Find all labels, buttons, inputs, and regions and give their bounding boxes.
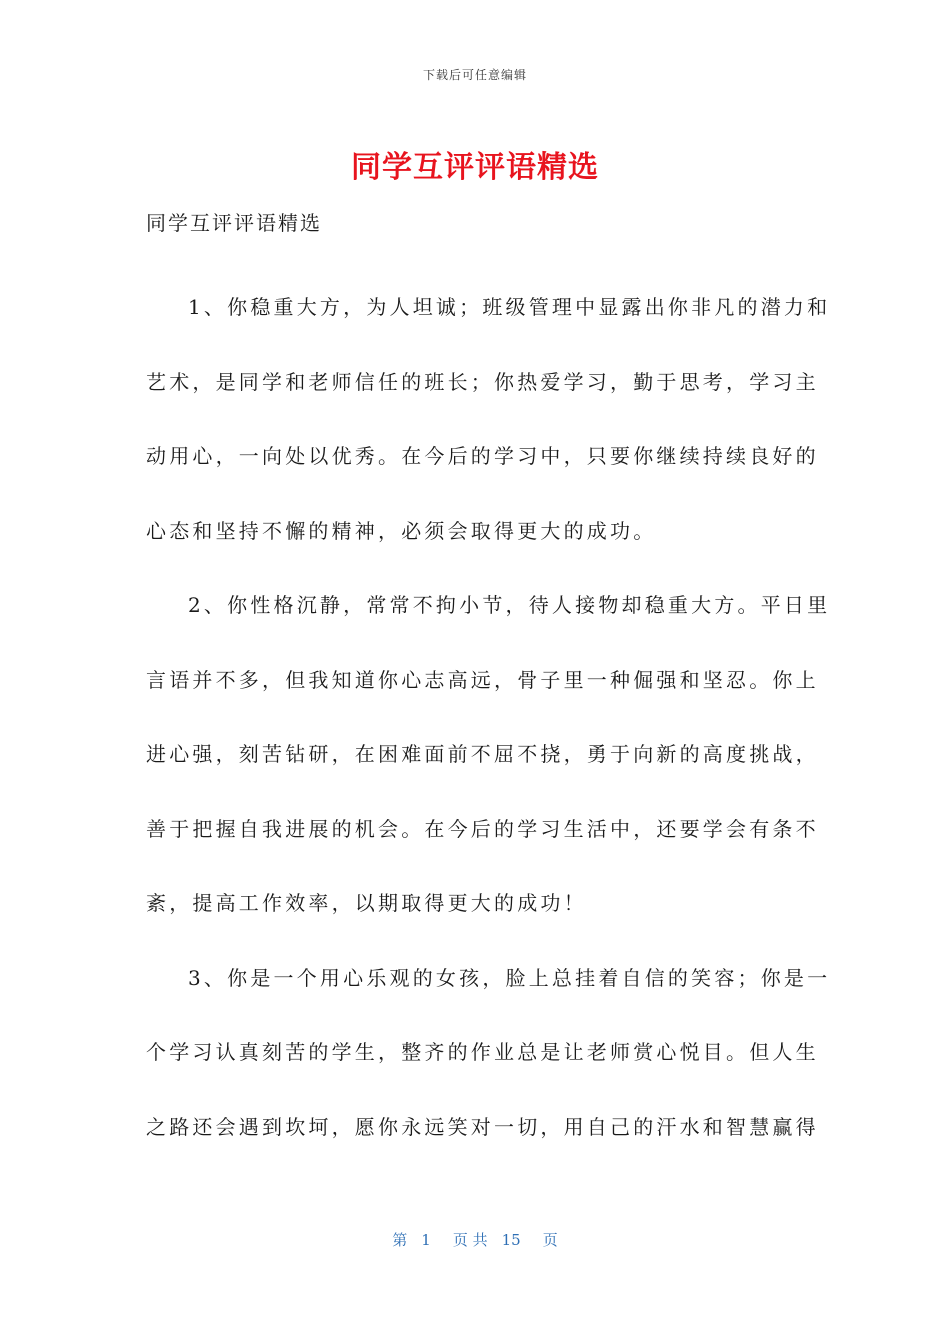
page-mid: 页 共 — [452, 1231, 488, 1249]
page-prefix: 第 — [392, 1231, 408, 1249]
total-pages: 15 — [501, 1231, 521, 1249]
body-line: 紊，提高工作效率，以期取得更大的成功！ — [146, 891, 587, 915]
document-subtitle: 同学互评评语精选 — [146, 211, 322, 235]
body-line: 个学习认真刻苦的学生，整齐的作业总是让老师赏心悦目。但人生 — [146, 1040, 819, 1064]
body-line: 之路还会遇到坎坷，愿你永远笑对一切，用自己的汗水和智慧赢得 — [146, 1114, 819, 1139]
body-line: 1、你稳重大方，为人坦诚；班级管理中显露出你非凡的潜力和 — [188, 295, 831, 319]
body-line: 2、你性格沉静，常常不拘小节，待人接物却稳重大方。平日里 — [188, 593, 831, 617]
page-suffix: 页 — [542, 1231, 558, 1249]
body-line: 善于把握自我进展的机会。在今后的学习生活中，还要学会有条不 — [146, 816, 819, 841]
body-line: 3、你是一个用心乐观的女孩，脸上总挂着自信的笑容；你是一 — [188, 965, 831, 990]
body-line: 心态和坚持不懈的精神，必须会取得更大的成功。 — [146, 518, 657, 543]
page-number: 1 — [421, 1231, 431, 1249]
body-line: 言语并不多，但我知道你心志高远，骨子里一种倔强和坚忍。你上 — [146, 667, 819, 692]
page-footer — [0, 1229, 950, 1250]
body-line: 进心强，刻苦钻研，在困难面前不屈不挠，勇于向新的高度挑战， — [146, 742, 819, 766]
document-title: 同学互评评语精选 — [351, 150, 599, 185]
header-note: 下载后可任意编辑 — [422, 68, 527, 82]
body-line: 动用心，一向处以优秀。在今后的学习中，只要你继续持续良好的 — [146, 444, 819, 468]
document-body — [146, 270, 831, 1164]
body-line: 艺术，是同学和老师信任的班长；你热爱学习，勤于思考，学习主 — [146, 369, 819, 394]
